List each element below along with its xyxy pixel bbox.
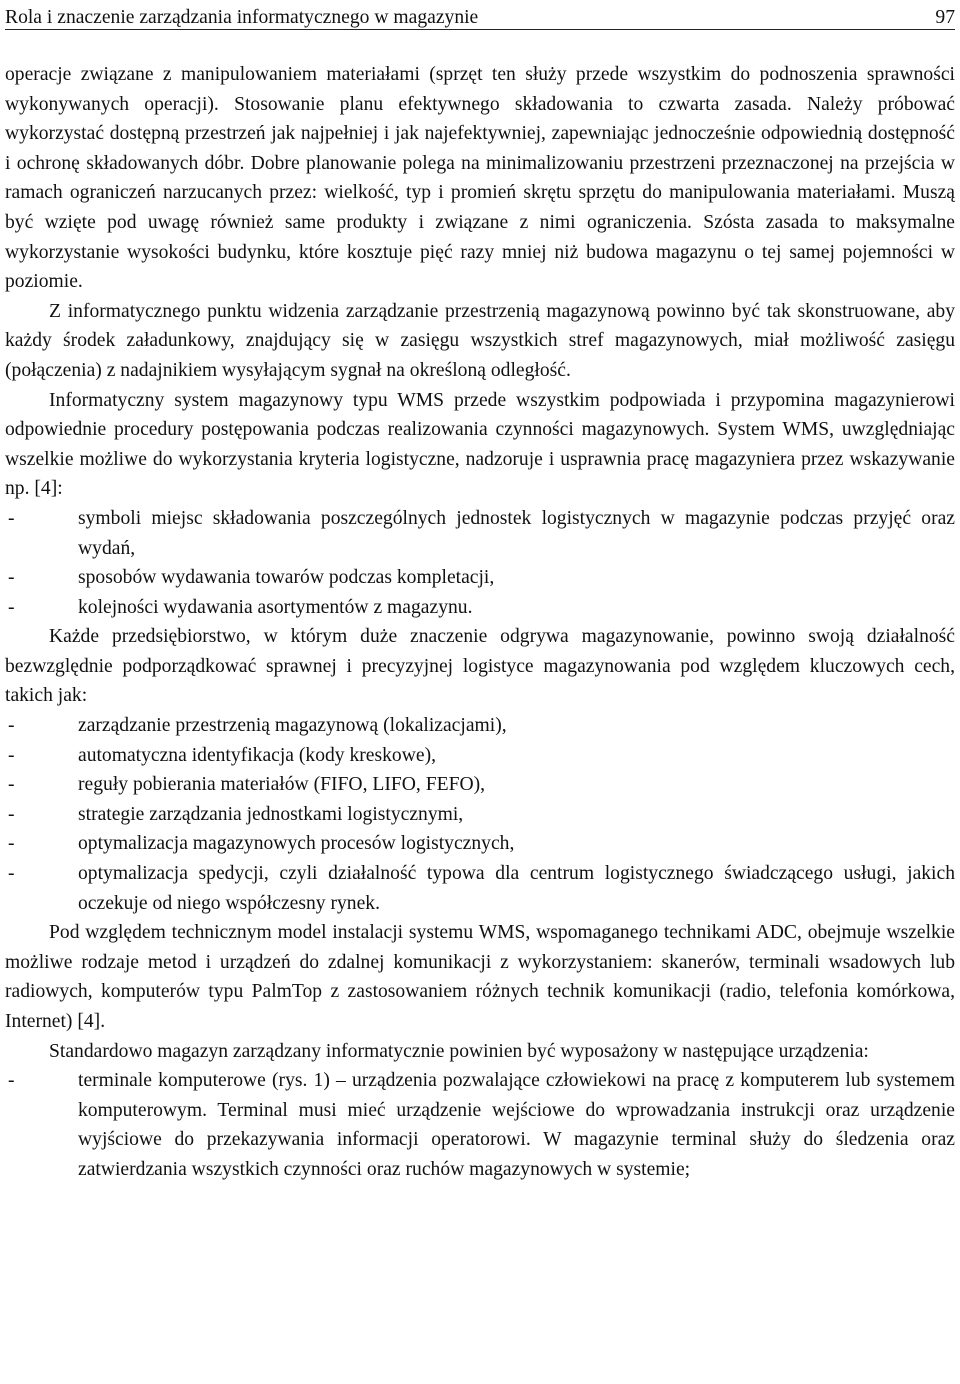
paragraph-6: Standardowo magazyn zarządzany informatycznie powinien być wyposażony w następujące urządzenia:	[49, 1040, 869, 1062]
running-title: Rola i znaczenie zarządzania informatycznego w magazynie	[5, 7, 479, 28]
list-item: - zarządzanie przestrzenią magazynową (lokalizacjami),	[5, 711, 955, 741]
running-header	[5, 0, 955, 30]
list-item: - symboli miejsc składowania poszczególnych jednostek logistycznych w magazynie podczas przyjęć oraz wydań,	[5, 504, 955, 563]
key-features-list	[5, 711, 955, 918]
list-item: - terminale komputerowe (rys. 1) – urządzenia pozwalające człowiekowi na pracę z komputerem lub systemem komputerowym. Terminal musi mieć urządzenie wejściowe do wprowadzania instrukcji oraz urządzenie wyjściowe do przekazywania informacji operatorowi. W magazynie terminal służy do śledzenia oraz zatwierdzania wszystkich czynności oraz ruchów magazynowych w systemie;	[5, 1066, 955, 1184]
list-item: - sposobów wydawania towarów podczas kompletacji,	[5, 563, 955, 593]
list-item: - kolejności wydawania asortymentów z magazynu.	[5, 593, 955, 623]
list-item: - reguły pobierania materiałów (FIFO, LIFO, FEFO),	[5, 770, 955, 800]
paragraph-5: Pod względem technicznym model instalacji systemu WMS, wspomaganego technikami ADC, obejmuje wszelkie możliwe rodzaje metod i urządzeń do zdalnej komunikacji z wykorzystaniem: skanerów, terminali wsadowych lub radiowych, komputerów typu PalmTop z zastosowaniem różnych technik komunikacji (radio, telefonia komórkowa, Internet) [4].	[5, 922, 955, 1032]
page-body	[5, 30, 955, 1185]
wms-hints-list	[5, 504, 955, 622]
page-number: 97	[935, 7, 955, 28]
paragraph-3: Informatyczny system magazynowy typu WMS przede wszystkim podpowiada i przypomina magazynierowi odpowiednie procedury postępowania podczas realizowania czynności magazynowych. System WMS, uwzględniając wszelkie możliwe do wykorzystania kryteria logistyczne, nadzoruje i usprawnia pracę magazyniera przez wskazywanie np. [4]:	[5, 389, 955, 500]
list-item: - optymalizacja spedycji, czyli działalność typowa dla centrum logistycznego świadczącego usługi, jakich oczekuje od niego współczesny rynek.	[5, 859, 955, 918]
paragraph-1: operacje związane z manipulowaniem materiałami (sprzęt ten służy przede wszystkim do podnoszenia sprawności wykonywanych operacji). Stosowanie planu efektywnego składowania to czwarta zasada. Należy próbować wykorzystać dostępną przestrzeń jak najpełniej i jak najefektywniej, zapewniając jednocześnie odpowiednią dostępność i ochronę składowanych dóbr. Dobre planowanie polega na minimalizowaniu przestrzeni przeznaczonej na przejścia w ramach ograniczeń narzucanych przez: wielkość, typ i promień skrętu sprzętu do manipulowania materiałami. Muszą być wzięte pod uwagę również same produkty i związane z nimi ograniczenia. Szósta zasada to maksymalne wykorzystanie wysokości budynku, które kosztuje pięć razy mniej niż budowa magazynu o tej samej pojemności w poziomie.	[5, 64, 955, 293]
devices-list	[5, 1066, 955, 1184]
paragraph-4: Każde przedsiębiorstwo, w którym duże znaczenie odgrywa magazynowanie, powinno swoją działalność bezwzględnie podporządkować sprawnej i precyzyjnej logistyce magazynowania pod względem kluczowych cech, takich jak:	[5, 626, 955, 707]
list-item: - optymalizacja magazynowych procesów logistycznych,	[5, 829, 955, 859]
list-item: - strategie zarządzania jednostkami logistycznymi,	[5, 800, 955, 830]
list-item: - automatyczna identyfikacja (kody kreskowe),	[5, 741, 955, 771]
paragraph-2: Z informatycznego punktu widzenia zarządzanie przestrzenią magazynową powinno być tak skonstruowane, aby każdy środek załadunkowy, znajdujący się w zasięgu wszystkich stref magazynowych, miał możliwość zasięgu (połączenia) z nadajnikiem wysyłającym sygnał na określoną odległość.	[5, 300, 955, 381]
